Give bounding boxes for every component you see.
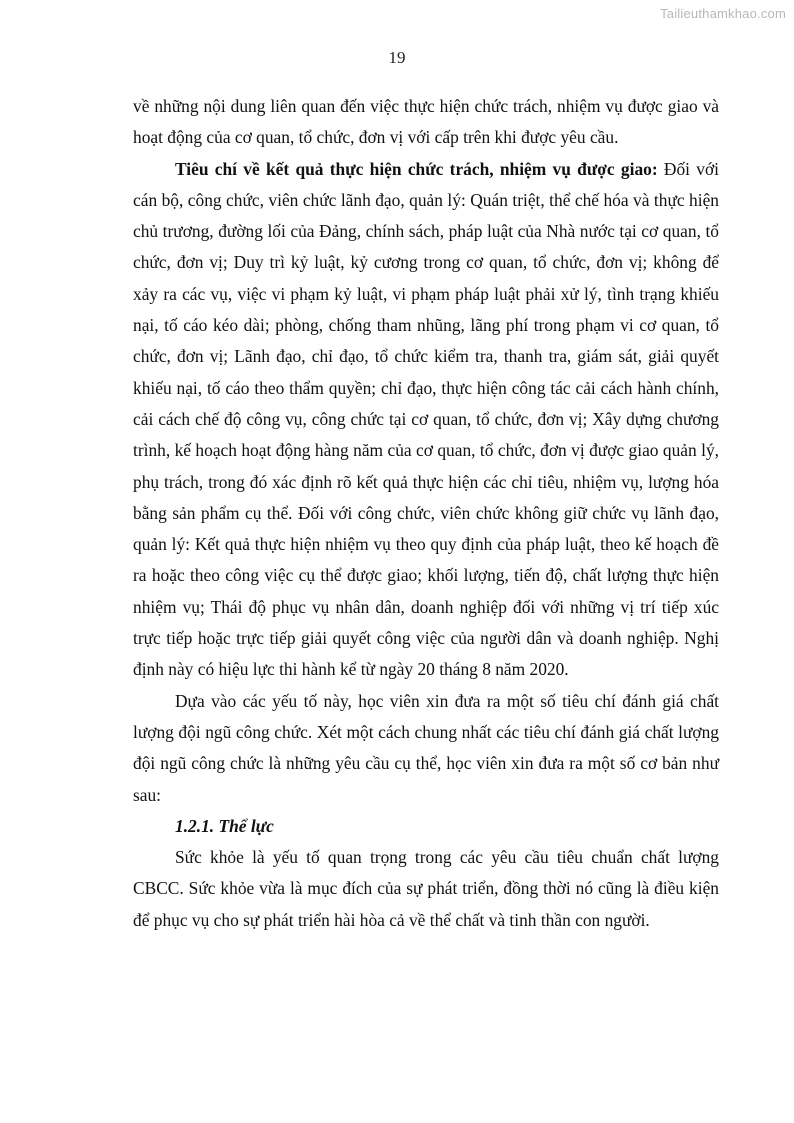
section-heading: 1.2.1. Thể lực [175, 815, 274, 836]
paragraph-1: về những nội dung liên quan đến việc thực hiện chức trách, nhiệm vụ được giao và hoạt động của cơ quan, tổ chức, đơn vị với cấp trên khi được yêu cầu. [133, 96, 719, 148]
body-text [133, 91, 719, 936]
page-number: 19 [388, 48, 406, 67]
watermark: Tailieuthamkhao.com [660, 6, 786, 21]
paragraph-2 [133, 154, 719, 686]
criteria-text: Đối với cán bộ, công chức, viên chức lãnh đạo, quản lý: Quán triệt, thể chế hóa và thực hiện chủ trương, đường lối của Đảng, chính sách, pháp luật của Nhà nước tại cơ quan, tổ chức, đơn vị; Duy trì kỷ luật, kỷ cương trong cơ quan, tổ chức, đơn vị; không để xảy ra các vụ, việc vi phạm kỷ luật, vi phạm pháp luật phải xử lý, tình trạng khiếu nại, tố cáo kéo dài; phòng, chống tham nhũng, lãng phí trong phạm vi cơ quan, tổ chức, đơn vị; Lãnh đạo, chỉ đạo, tổ chức kiểm tra, thanh tra, giám sát, giải quyết khiếu nại, tố cáo theo thẩm quyền; chỉ đạo, thực hiện công tác cải cách hành chính, cải cách chế độ công vụ, công chức tại cơ quan, tổ chức, đơn vị; Xây dựng chương trình, kế hoạch hoạt động hàng năm của cơ quan, tổ chức, đơn vị được giao quản lý, phụ trách, trong đó xác định rõ kết quả thực hiện các chỉ tiêu, nhiệm vụ, lượng hóa bằng sản phẩm cụ thể. Đối với công chức, viên chức không giữ chức vụ lãnh đạo, quản lý: Kết quả thực hiện nhiệm vụ theo quy định của pháp luật, theo kế hoạch đề ra hoặc theo công việc cụ thể được giao; khối lượng, tiến độ, chất lượng thực hiện nhiệm vụ; Thái độ phục vụ nhân dân, doanh nghiệp đối với những vị trí tiếp xúc trực tiếp hoặc trực tiếp giải quyết công việc của người dân và doanh nghiệp. Nghị định này có hiệu lực thi hành kể từ ngày 20 tháng 8 năm 2020. [133, 158, 719, 680]
criteria-label: Tiêu chí về kết quả thực hiện chức trách, nhiệm vụ được giao: [175, 158, 658, 179]
paragraph-4: Sức khỏe là yếu tố quan trọng trong các yêu cầu tiêu chuẩn chất lượng CBCC. Sức khỏe vừa là mục đích của sự phát triển, đồng thời nó cũng là điều kiện để phục vụ cho sự phát triển hài hòa cả về thể chất và tinh thần con người. [133, 847, 719, 930]
paragraph-3: Dựa vào các yếu tố này, học viên xin đưa ra một số tiêu chí đánh giá chất lượng đội ngũ công chức. Xét một cách chung nhất các tiêu chí đánh giá chất lượng đội ngũ công chức là những yêu cầu cụ thể, học viên xin đưa ra một số cơ bản như sau: [133, 690, 719, 805]
